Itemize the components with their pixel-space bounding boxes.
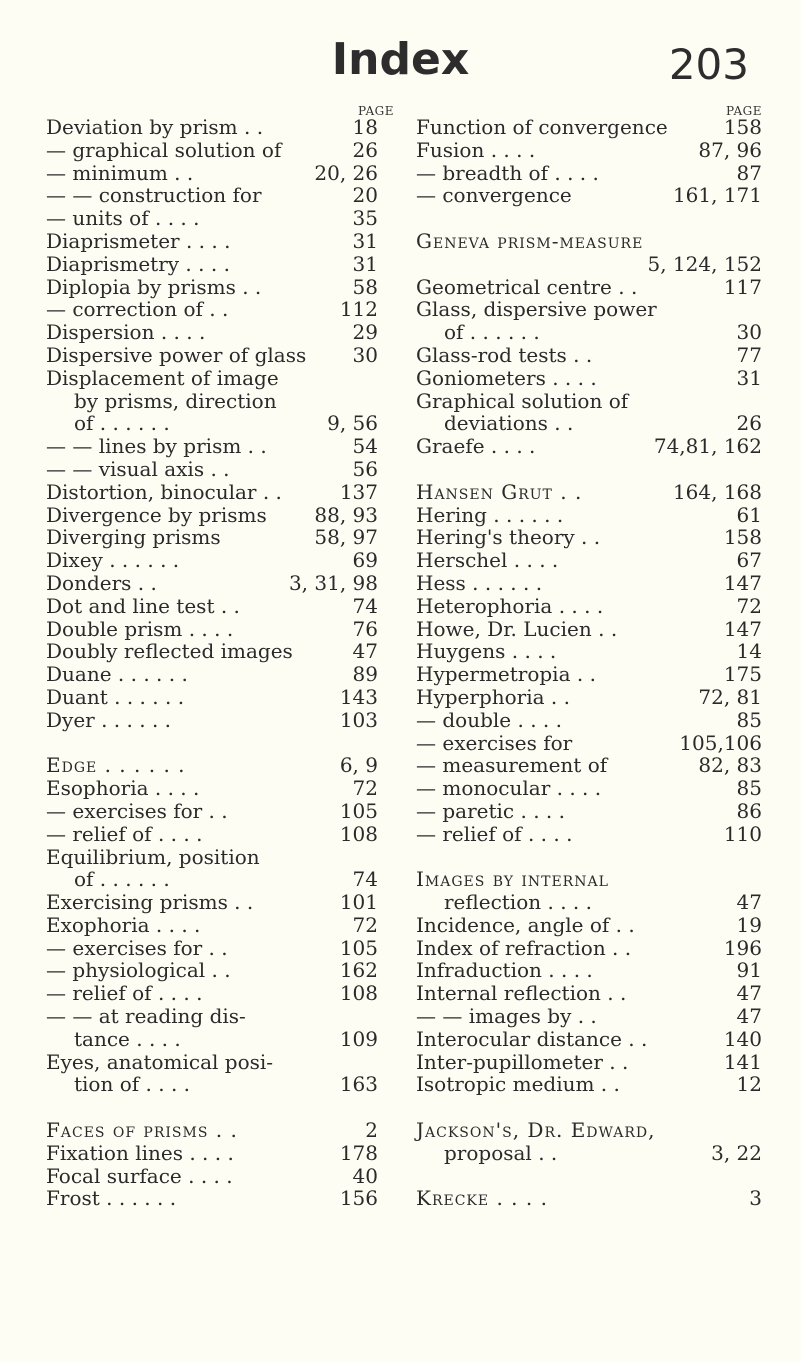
index-entry [416, 686, 762, 709]
index-term: — — visual axis . . [46, 456, 230, 481]
index-entry [46, 207, 378, 230]
index-entry [46, 139, 378, 162]
index-page-ref: 47 [736, 981, 762, 1006]
index-page-ref: 137 [339, 479, 378, 504]
index-page-ref: 87 [736, 160, 762, 185]
index-page-ref: 3 [749, 1186, 762, 1211]
index-entry [46, 367, 378, 390]
index-page-ref: 56 [352, 456, 378, 481]
index-page-ref: 67 [736, 548, 762, 573]
index-entry [416, 184, 762, 207]
index-entry [416, 1028, 762, 1051]
index-page-ref: 72, 81 [698, 684, 762, 709]
index-term: Huygens . . . . [416, 639, 557, 664]
index-page-ref: 76 [352, 616, 378, 641]
index-entry [416, 754, 762, 777]
index-term: Dot and line test . . [46, 593, 240, 618]
index-page-ref: 29 [352, 320, 378, 345]
index-page-ref: 86 [736, 798, 762, 823]
index-entry [46, 276, 378, 299]
index-term: Fusion . . . . [416, 137, 536, 162]
index-page-ref: 108 [339, 821, 378, 846]
index-entry [416, 868, 762, 891]
index-term: Graphical solution of [416, 388, 629, 413]
index-term: Infraduction . . . . [416, 958, 593, 983]
index-entry [416, 1073, 762, 1096]
index-page-ref: 72 [352, 776, 378, 801]
index-entry [416, 116, 762, 139]
index-entry [416, 663, 762, 686]
index-entry [46, 618, 378, 641]
index-term: Howe, Dr. Lucien . . [416, 616, 618, 641]
index-page-ref: 163 [339, 1072, 378, 1097]
index-term: Diplopia by prisms . . [46, 274, 262, 299]
index-entry [416, 777, 762, 800]
index-page-ref: 101 [339, 890, 378, 915]
index-page-ref: 74,81, 162 [653, 434, 762, 459]
index-term: Dispersive power of glass [46, 342, 307, 367]
index-entry [416, 435, 762, 458]
index-entry [416, 367, 762, 390]
index-term: Glass-rod tests . . [416, 342, 593, 367]
index-term: — relief of . . . . [46, 821, 203, 846]
index-page-ref: 20, 26 [314, 160, 378, 185]
index-term: Eyes, anatomical posi- [46, 1049, 274, 1074]
index-entry [46, 162, 378, 185]
index-term: by prisms, direction [74, 388, 277, 413]
index-term: Hansen Grut . . [416, 479, 583, 504]
index-entry [416, 618, 762, 641]
index-entry [46, 1028, 378, 1051]
index-term: Duant . . . . . . [46, 684, 185, 709]
index-term: Glass, dispersive power [416, 297, 657, 322]
index-term: — monocular . . . . [416, 776, 602, 801]
index-entry [416, 162, 762, 185]
index-term: of . . . . . . [444, 320, 540, 345]
index-term: — — images by . . [416, 1004, 597, 1029]
index-entry [416, 800, 762, 823]
index-entry [46, 1005, 378, 1028]
section-gap [416, 1096, 762, 1119]
index-entry [46, 458, 378, 481]
index-entry [46, 1142, 378, 1165]
index-entry [46, 937, 378, 960]
index-entry [416, 572, 762, 595]
index-term: Divergence by prisms [46, 502, 267, 527]
index-term: Esophoria . . . . [46, 776, 200, 801]
index-page-ref: 26 [736, 411, 762, 436]
index-page-ref: 40 [352, 1163, 378, 1188]
index-entry [46, 572, 378, 595]
index-entry [46, 640, 378, 663]
index-entry [46, 1051, 378, 1074]
index-term: Inter-pupillometer . . [416, 1049, 629, 1074]
index-term: Jackson's, Dr. Edward, [416, 1118, 656, 1143]
index-entry [46, 549, 378, 572]
index-term: Diverging prisms [46, 525, 221, 550]
index-entry [416, 276, 762, 299]
index-entry [416, 504, 762, 527]
index-page-ref: 147 [723, 616, 762, 641]
index-entry [416, 526, 762, 549]
index-term: — exercises for . . [46, 798, 228, 823]
index-entry [46, 1119, 378, 1142]
index-entries-right [416, 116, 762, 1210]
section-gap [416, 846, 762, 869]
index-page-ref: 164, 168 [672, 479, 762, 504]
index-entry [416, 937, 762, 960]
section-gap [416, 458, 762, 481]
index-entry [416, 1142, 762, 1165]
index-term: — breadth of . . . . [416, 160, 599, 185]
index-term: Index of refraction . . [416, 935, 632, 960]
index-page-ref: 74 [352, 593, 378, 618]
index-entry [416, 139, 762, 162]
index-page-ref: 47 [352, 639, 378, 664]
index-term: — — at reading dis- [46, 1004, 246, 1029]
page-title: Index [331, 34, 470, 85]
index-term: Displacement of image [46, 365, 279, 390]
index-entry [46, 253, 378, 276]
index-entry [46, 846, 378, 869]
index-entry [46, 504, 378, 527]
index-page-ref: 9, 56 [327, 411, 378, 436]
index-entry [46, 481, 378, 504]
index-term: Duane . . . . . . [46, 662, 188, 687]
index-page-ref: 69 [352, 548, 378, 573]
index-page-ref: 30 [736, 320, 762, 345]
index-entry [46, 390, 378, 413]
index-term: — relief of . . . . [46, 981, 203, 1006]
index-term: — paretic . . . . [416, 798, 565, 823]
section-gap [416, 207, 762, 230]
index-term: tance . . . . [74, 1026, 181, 1051]
index-term: Equilibrium, position [46, 844, 260, 869]
index-entry [416, 1051, 762, 1074]
index-entry [46, 914, 378, 937]
index-term: Krecke . . . . [416, 1186, 548, 1211]
index-page-ref: 105 [339, 935, 378, 960]
index-term: Hess . . . . . . [416, 570, 543, 595]
index-term: Images by internal [416, 867, 609, 892]
index-entry [416, 959, 762, 982]
index-page-ref: 30 [352, 342, 378, 367]
index-entry [416, 412, 762, 435]
index-page-ref: 175 [723, 662, 762, 687]
index-page-ref: 3, 22 [711, 1140, 762, 1165]
index-entry [416, 914, 762, 937]
index-page-ref: 72 [736, 593, 762, 618]
index-page-ref: 147 [723, 570, 762, 595]
index-term: Isotropic medium . . [416, 1072, 620, 1097]
index-term: Herschel . . . . [416, 548, 559, 573]
index-term: — — lines by prism . . [46, 434, 267, 459]
index-term: — units of . . . . [46, 206, 200, 231]
index-term: proposal . . [444, 1140, 558, 1165]
index-entry [46, 959, 378, 982]
index-term: Diaprismeter . . . . [46, 228, 231, 253]
index-term: Internal reflection . . [416, 981, 627, 1006]
index-term: Frost . . . . . . [46, 1186, 177, 1211]
index-entry [46, 526, 378, 549]
index-entry [416, 709, 762, 732]
index-page-ref: 109 [339, 1026, 378, 1051]
index-page-ref: 5, 124, 152 [647, 251, 762, 276]
index-page-ref: 91 [736, 958, 762, 983]
index-entry [416, 321, 762, 344]
index-page-ref: 31 [352, 251, 378, 276]
index-page-ref: 105 [339, 798, 378, 823]
index-term: Doubly reflected images [46, 639, 293, 664]
index-entry [416, 1119, 762, 1142]
index-entry [46, 982, 378, 1005]
index-page-ref: 54 [352, 434, 378, 459]
index-term: — measurement of [416, 753, 608, 778]
index-term: — exercises for [416, 730, 573, 755]
index-page-ref: 77 [736, 342, 762, 367]
index-page-ref: 161, 171 [672, 183, 762, 208]
index-term: Fixation lines . . . . [46, 1140, 234, 1165]
index-page-ref: 88, 93 [314, 502, 378, 527]
index-entry [416, 640, 762, 663]
index-term: of . . . . . . [74, 411, 170, 436]
index-entry [46, 344, 378, 367]
index-entry [46, 412, 378, 435]
index-page-ref: 47 [736, 1004, 762, 1029]
index-entry [416, 1005, 762, 1028]
index-entry [46, 663, 378, 686]
index-page-ref: 20 [352, 183, 378, 208]
index-term: Hering's theory . . [416, 525, 601, 550]
index-term: Hyperphoria . . [416, 684, 570, 709]
index-page-ref: 196 [723, 935, 762, 960]
index-page-ref: 2 [365, 1118, 378, 1143]
index-entry [46, 298, 378, 321]
index-page-ref: 85 [736, 776, 762, 801]
index-entry [416, 891, 762, 914]
index-term: Geometrical centre . . [416, 274, 638, 299]
index-page-ref: 72 [352, 912, 378, 937]
index-page-ref: 87, 96 [698, 137, 762, 162]
index-term: Edge . . . . . . [46, 753, 186, 778]
index-page-ref: 31 [736, 365, 762, 390]
section-gap [416, 1165, 762, 1188]
index-term: Faces of prisms . . [46, 1118, 238, 1143]
index-term: Exercising prisms . . [46, 890, 254, 915]
index-term: Distortion, binocular . . [46, 479, 282, 504]
page-column-label: PAGE [358, 104, 394, 118]
index-page-ref: 74 [352, 867, 378, 892]
index-term: — minimum . . [46, 160, 194, 185]
index-page-ref: 105,106 [679, 730, 762, 755]
index-entry [46, 116, 378, 139]
index-term: Geneva prism-measure [416, 228, 644, 253]
index-term: Dispersion . . . . [46, 320, 206, 345]
index-page-ref: 3, 31, 98 [288, 570, 378, 595]
index-entry [416, 549, 762, 572]
index-term: Double prism . . . . [46, 616, 234, 641]
index-term: reflection . . . . [444, 890, 592, 915]
index-entry [46, 709, 378, 732]
index-term: Goniometers . . . . [416, 365, 597, 390]
index-term: Focal surface . . . . [46, 1163, 233, 1188]
index-term: of . . . . . . [74, 867, 170, 892]
index-entries-left [46, 116, 378, 1210]
index-term: — exercises for . . [46, 935, 228, 960]
index-entry [416, 1187, 762, 1210]
page-number: 203 [668, 40, 749, 89]
page-header [0, 0, 801, 96]
index-page-ref: 58, 97 [314, 525, 378, 550]
index-entry [416, 390, 762, 413]
index-entry [46, 868, 378, 891]
index-term: — physiological . . [46, 958, 231, 983]
index-term: tion of . . . . [74, 1072, 191, 1097]
index-term: — — construction for [46, 183, 262, 208]
index-entry [46, 184, 378, 207]
index-entry [46, 230, 378, 253]
index-entry [416, 481, 762, 504]
index-page-ref: 26 [352, 137, 378, 162]
index-term: Donders . . [46, 570, 157, 595]
index-page-ref: 35 [352, 206, 378, 231]
section-gap [46, 732, 378, 755]
index-page-ref: 12 [736, 1072, 762, 1097]
index-page-ref: 47 [736, 890, 762, 915]
index-term: Deviation by prism . . [46, 115, 264, 139]
index-term: Incidence, angle of . . [416, 912, 635, 937]
index-entry [416, 344, 762, 367]
index-term: — convergence [416, 183, 572, 208]
index-page-ref: 178 [339, 1140, 378, 1165]
index-page-ref: 117 [723, 274, 762, 299]
index-entry [416, 253, 762, 276]
index-term: Interocular distance . . [416, 1026, 648, 1051]
section-gap [46, 1096, 378, 1119]
index-page-ref: 58 [352, 274, 378, 299]
index-entry [416, 823, 762, 846]
index-entry [46, 435, 378, 458]
index-page-ref: 61 [736, 502, 762, 527]
index-entry [46, 800, 378, 823]
index-page-ref: 141 [723, 1049, 762, 1074]
index-entry [416, 230, 762, 253]
index-page-ref: 162 [339, 958, 378, 983]
index-page-ref: 14 [736, 639, 762, 664]
index-term: Exophoria . . . . [46, 912, 201, 937]
index-page-ref: 19 [736, 912, 762, 937]
index-entry [46, 754, 378, 777]
index-term: — relief of . . . . [416, 821, 573, 846]
index-entry [46, 686, 378, 709]
index-term: Hering . . . . . . [416, 502, 564, 527]
index-term: — correction of . . [46, 297, 229, 322]
index-page-ref: 110 [723, 821, 762, 846]
index-page-ref: 158 [723, 115, 762, 139]
index-page-ref: 82, 83 [698, 753, 762, 778]
index-term: deviations . . [444, 411, 574, 436]
index-entry [46, 1165, 378, 1188]
index-entry [46, 1187, 378, 1210]
index-page-ref: 31 [352, 228, 378, 253]
index-entry [416, 732, 762, 755]
index-term: — double . . . . [416, 707, 562, 732]
index-page-ref: 108 [339, 981, 378, 1006]
index-page-ref: 103 [339, 707, 378, 732]
index-term: Hypermetropia . . [416, 662, 596, 687]
page-column-label: PAGE [726, 104, 762, 118]
index-entry [46, 321, 378, 344]
index-entry [416, 298, 762, 321]
index-entry [46, 891, 378, 914]
index-term: Heterophoria . . . . [416, 593, 604, 618]
index-entry [416, 982, 762, 1005]
index-page-ref: 156 [339, 1186, 378, 1211]
index-term: Graefe . . . . [416, 434, 536, 459]
index-page-ref: 140 [723, 1026, 762, 1051]
index-page-ref: 158 [723, 525, 762, 550]
index-entry [46, 777, 378, 800]
index-entry [46, 823, 378, 846]
index-page-ref: 18 [352, 115, 378, 139]
index-term: Function of convergence [416, 115, 668, 139]
index-page-ref: 85 [736, 707, 762, 732]
index-entry [416, 595, 762, 618]
index-term: — graphical solution of [46, 137, 282, 162]
index-entry [46, 1073, 378, 1096]
index-page-ref: 89 [352, 662, 378, 687]
index-entry [46, 595, 378, 618]
index-page-ref: 6, 9 [339, 753, 378, 778]
index-term: Dyer . . . . . . [46, 707, 172, 732]
index-page-ref: 112 [339, 297, 378, 322]
index-term: Diaprismetry . . . . [46, 251, 230, 276]
index-page-ref: 143 [339, 684, 378, 709]
index-term: Dixey . . . . . . [46, 548, 180, 573]
